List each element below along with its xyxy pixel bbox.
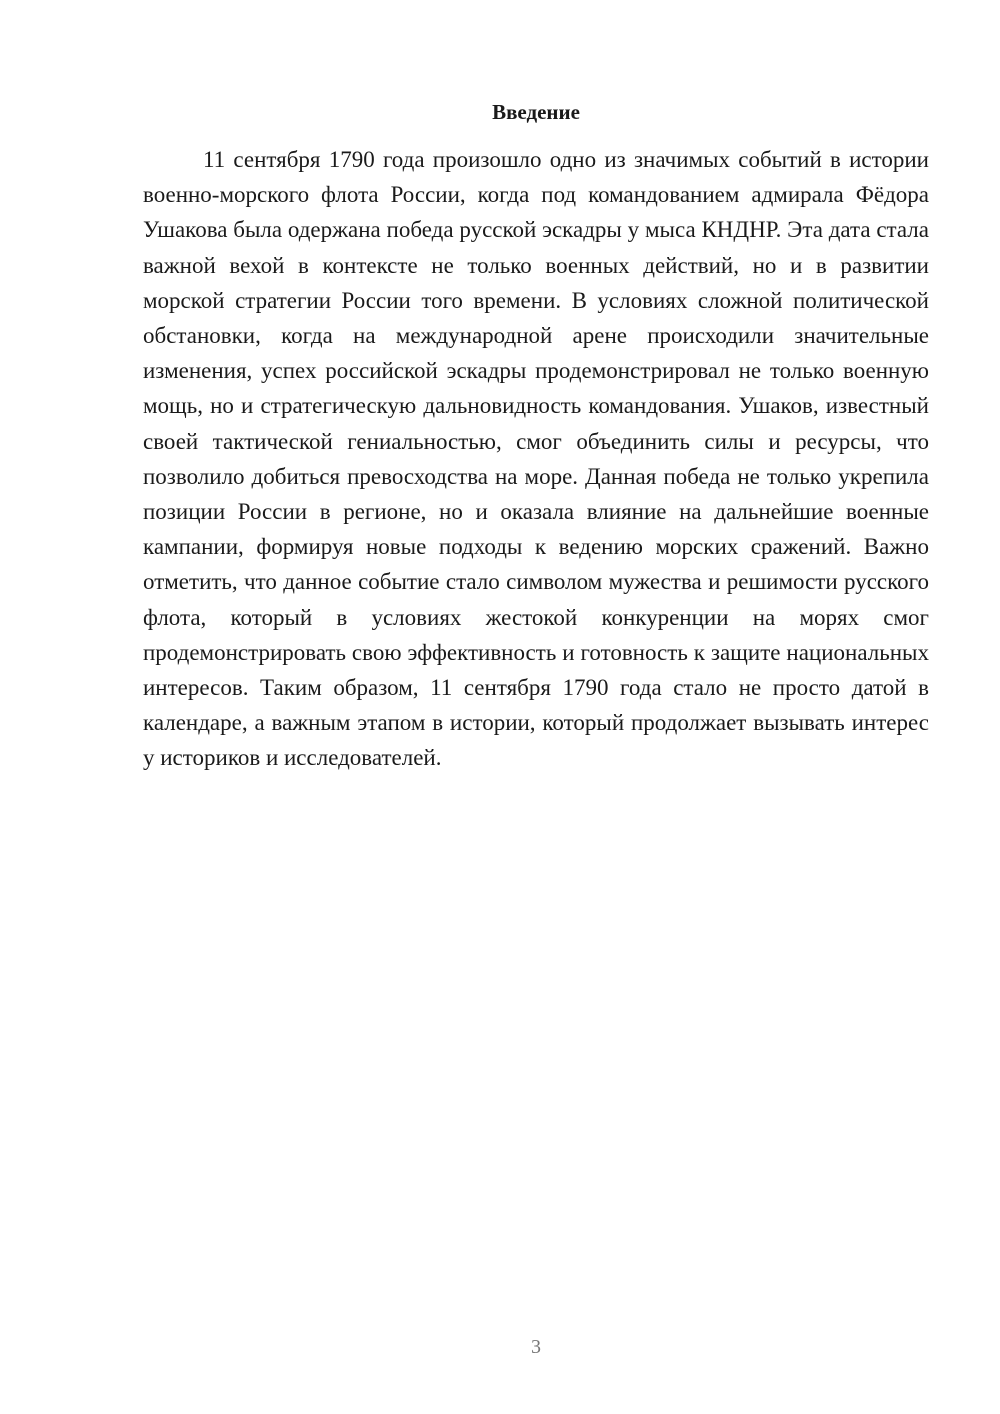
section-title: Введение [492,100,580,124]
page-number: 3 [531,1336,541,1358]
body-paragraph: 11 сентября 1790 года произошло одно из значимых событий в истории военно-морского флота России, когда под командованием адмирала Фёдора Ушакова была одержана победа русской эскадры у мыса КНДНР. Эта дата стала важной вехой в контексте не только военных действий, но и в развитии морской стратегии России того времени. В условиях сложной политической обстановки, когда на международной арене происходили значительные изменения, успех российской эскадры продемонстрировал не только военную мощь, но и стратегическую дальновидность командования. Ушаков, известный своей тактической гениальностью, смог объединить силы и ресурсы, что позволило добиться превосходства на море. Данная победа не только укрепила позиции России в регионе, но и оказала влияние на дальнейшие военные кампании, формируя новые подходы к ведению морских сражений. Важно отметить, что данное событие стало символом мужества и решимости русского флота, который в условиях жестокой конкуренции на морях смог продемонстрировать свою эффективность и готовность к защите национальных интересов. Таким образом, 11 сентября 1790 года стало не просто датой в календаре, а важным этапом в истории, который продолжает вызывать интерес у историков и исследователей. [143,147,929,771]
